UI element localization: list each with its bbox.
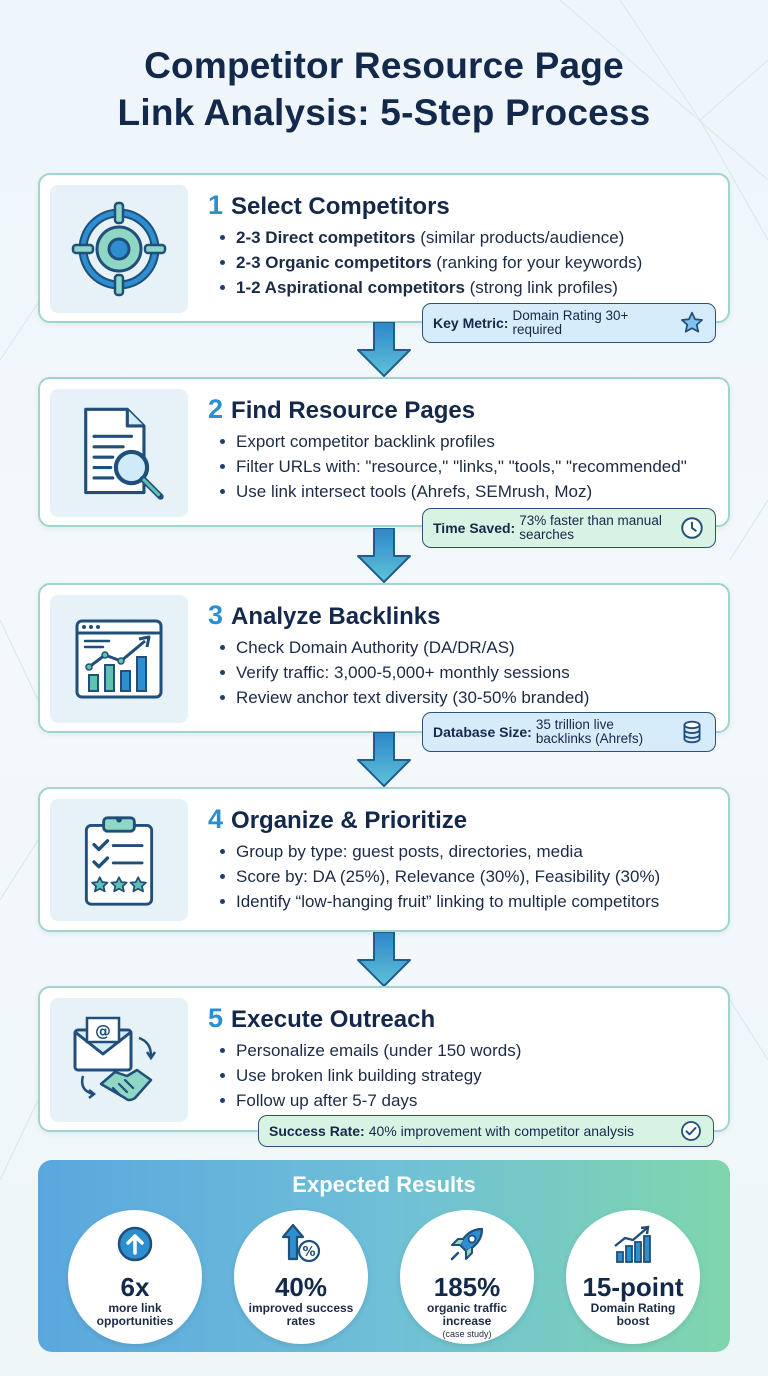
step-5-heading <box>208 1003 435 1034</box>
list-item: Use link intersect tools (Ahrefs, SEMrush, Moz) <box>220 479 687 504</box>
callout-label: Time Saved: <box>433 520 516 536</box>
email-handshake-icon <box>67 1010 171 1110</box>
result-value: 6x <box>120 1272 150 1302</box>
flow-arrow-1 <box>354 322 414 378</box>
result-item-domain-rating <box>566 1210 700 1344</box>
step-3-title: Analyze Backlinks <box>231 603 441 630</box>
callout-value: 73% faster than manual searches <box>519 513 662 542</box>
result-value: 15-point <box>582 1272 684 1302</box>
step-3-callout <box>422 712 716 752</box>
result-value: 40% <box>274 1272 328 1302</box>
list-item: Check Domain Authority (DA/DR/AS) <box>220 635 589 660</box>
clipboard-checklist-icon <box>71 810 167 910</box>
list-item: Identify “low-hanging fruit” linking to multiple competitors <box>220 889 660 914</box>
clock-icon <box>679 515 705 541</box>
result-value: 185% <box>433 1272 501 1302</box>
document-search-icon <box>67 401 171 505</box>
step-2-title: Find Resource Pages <box>231 397 476 424</box>
callout-value: Domain Rating 30+ required <box>512 308 629 337</box>
page-title <box>0 42 768 136</box>
title-line-1: Competitor Resource Page <box>144 45 624 86</box>
list-item: Personalize emails (under 150 words) <box>220 1038 521 1063</box>
step-5-callout <box>258 1115 714 1147</box>
title-line-2: Link Analysis: 5-Step Process <box>117 92 651 133</box>
callout-label: Success Rate: <box>269 1123 365 1139</box>
step-1-icon-box <box>50 185 188 313</box>
svg-text:@: @ <box>95 1021 111 1040</box>
database-icon <box>679 719 705 745</box>
star-icon <box>679 310 705 336</box>
step-5-icon-box <box>50 998 188 1122</box>
flow-arrow-2 <box>354 528 414 584</box>
result-item-traffic <box>400 1210 534 1344</box>
step-4-bullets <box>220 839 660 914</box>
callout-label: Database Size: <box>433 724 532 740</box>
up-arrow-circle-icon <box>68 1222 202 1266</box>
step-3-bullets <box>220 635 589 710</box>
step-1-heading <box>208 190 450 221</box>
analytics-chart-icon <box>69 609 169 709</box>
flow-arrow-3 <box>354 732 414 788</box>
step-2-callout <box>422 508 716 548</box>
result-label: more link opportunities <box>96 1301 174 1328</box>
step-5-card <box>38 986 730 1132</box>
step-4-number: 4 <box>208 804 224 834</box>
list-item: Verify traffic: 3,000-5,000+ monthly sessions <box>220 660 589 685</box>
step-4-heading <box>208 804 467 835</box>
step-3-icon-box <box>50 595 188 723</box>
list-item: Review anchor text diversity (30-50% branded) <box>220 685 589 710</box>
rocket-icon <box>400 1222 534 1266</box>
step-5-bullets <box>220 1038 521 1113</box>
step-4-title: Organize & Prioritize <box>231 807 468 834</box>
list-item: Score by: DA (25%), Relevance (30%), Feasibility (30%) <box>220 864 660 889</box>
step-2-number: 2 <box>208 394 224 424</box>
result-label: improved success rates <box>248 1301 354 1328</box>
step-4-card <box>38 787 730 932</box>
step-2-heading <box>208 394 475 425</box>
list-item: Use broken link building strategy <box>220 1063 521 1088</box>
target-icon <box>69 199 169 299</box>
step-1-callout <box>422 303 716 343</box>
list-item: 1-2 Aspirational competitors (strong link profiles) <box>220 275 642 300</box>
list-item: Export competitor backlink profiles <box>220 429 687 454</box>
svg-text:%: % <box>302 1245 316 1260</box>
bar-growth-icon <box>566 1222 700 1266</box>
list-item: Group by type: guest posts, directories, media <box>220 839 660 864</box>
step-3-heading <box>208 600 440 631</box>
result-note: (case study) <box>442 1329 492 1339</box>
list-item: Filter URLs with: "resource," "links," "tools," "recommended" <box>220 454 687 479</box>
step-1-card <box>38 173 730 323</box>
step-3-number: 3 <box>208 600 224 630</box>
step-2-icon-box <box>50 389 188 517</box>
step-5-number: 5 <box>208 1003 224 1033</box>
step-1-number: 1 <box>208 190 224 220</box>
list-item: 2-3 Organic competitors (ranking for your keywords) <box>220 250 642 275</box>
result-item-opportunities <box>68 1210 202 1344</box>
result-label: Domain Rating boost <box>590 1301 676 1328</box>
step-1-bullets <box>220 225 642 300</box>
result-label: organic traffic increase (case study) <box>410 1302 524 1341</box>
step-3-card <box>38 583 730 733</box>
flow-arrow-4 <box>354 932 414 988</box>
check-circle-icon <box>679 1119 703 1143</box>
callout-value: 40% improvement with competitor analysis <box>368 1123 635 1139</box>
list-item: Follow up after 5-7 days <box>220 1088 521 1113</box>
step-2-bullets <box>220 429 687 504</box>
step-5-title: Execute Outreach <box>231 1006 436 1033</box>
results-title: Expected Results <box>292 1172 476 1197</box>
step-2-card <box>38 377 730 527</box>
percent-arrow-icon <box>234 1222 368 1266</box>
result-item-success-rates <box>234 1210 368 1344</box>
expected-results-panel <box>38 1160 730 1352</box>
list-item: 2-3 Direct competitors (similar products/audience) <box>220 225 642 250</box>
callout-label: Key Metric: <box>433 315 509 331</box>
step-4-icon-box <box>50 799 188 921</box>
step-1-title: Select Competitors <box>231 193 450 220</box>
callout-value: 35 trillion live backlinks (Ahrefs) <box>535 717 644 746</box>
